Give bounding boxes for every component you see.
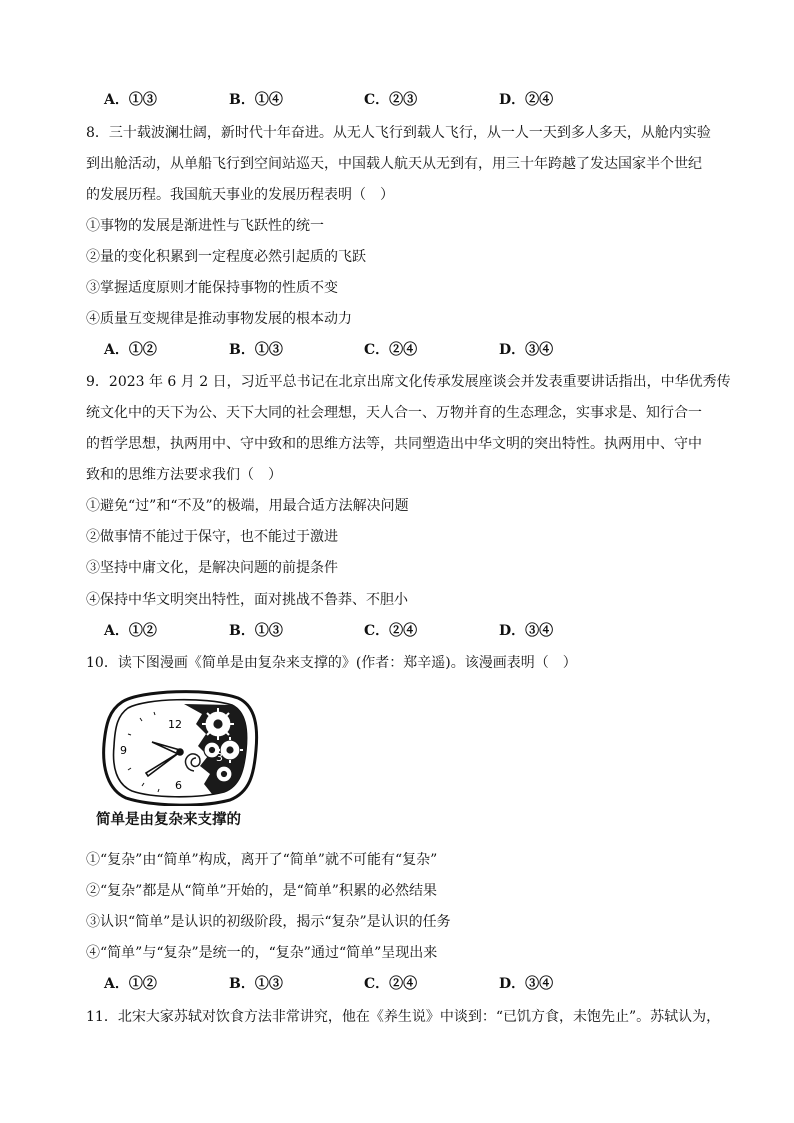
q8-stem-line-2: 到出舱活动，从单船飞行到空间站巡天，中国载人航天从无到有，用三十年跨越了发达国家半个世纪 bbox=[86, 156, 702, 172]
q7-option-a[interactable]: A．①③ bbox=[104, 92, 157, 108]
q11-stem-line-1: 11．北宋大家苏轼对饮食方法非常讲究，他在《养生说》中谈到：“已饥方食，未饱先止”。苏轼认为， bbox=[86, 1009, 721, 1025]
q9-options bbox=[104, 621, 704, 641]
q9-item-4: ④保持中华文明突出特性，面对挑战不鲁莽、不胆小 bbox=[86, 592, 408, 608]
q8-item-1: ①事物的发展是渐进性与飞跃性的统一 bbox=[86, 218, 324, 234]
cartoon-caption: 简单是由复杂来支撑的 bbox=[96, 811, 241, 828]
q8-item-4: ④质量互变规律是推动事物发展的根本动力 bbox=[86, 311, 352, 327]
q10-options bbox=[104, 974, 704, 994]
q9-stem-line-2: 统文化中的天下为公、天下大同的社会理想，天人合一、万物并育的生态理念，实事求是、知行合一 bbox=[86, 405, 702, 421]
q9-option-b[interactable]: B．①③ bbox=[229, 623, 283, 639]
q10-option-b[interactable]: B．①③ bbox=[229, 976, 283, 992]
q8-option-b[interactable]: B．①③ bbox=[229, 342, 283, 358]
q9-stem-line-4: 致和的思维方法要求我们（ ） bbox=[86, 467, 282, 483]
q9-option-c[interactable]: C．②④ bbox=[364, 623, 418, 639]
q8-stem-line-1: 8．三十载波澜壮阔，新时代十年奋进。从无人飞行到载人飞行，从一人一天到多人多天，从舱内实验 bbox=[86, 125, 711, 141]
q9-item-1: ①避免“过”和“不及”的极端，用最合适方法解决问题 bbox=[86, 498, 409, 514]
q10-item-4: ④“简单”与“复杂”是统一的，“复杂”通过“简单”呈现出来 bbox=[86, 945, 438, 961]
q8-item-3: ③掌握适度原则才能保持事物的性质不变 bbox=[86, 280, 338, 296]
q10-option-d[interactable]: D．③④ bbox=[499, 976, 554, 992]
q8-option-d[interactable]: D．③④ bbox=[499, 342, 554, 358]
q10-option-a[interactable]: A．①② bbox=[104, 976, 157, 992]
clock-numeral-9: 9 bbox=[120, 744, 127, 757]
clock-numeral-6: 6 bbox=[175, 779, 182, 792]
q8-option-c[interactable]: C．②④ bbox=[364, 342, 418, 358]
q7-option-c[interactable]: C．②③ bbox=[364, 92, 418, 108]
q7-options bbox=[104, 90, 704, 110]
q10-stem-line-1: 10．读下图漫画《简单是由复杂来支撑的》(作者：郑辛遥)。该漫画表明（ ） bbox=[86, 655, 577, 671]
clock-numeral-12: 12 bbox=[168, 718, 182, 731]
clock-cartoon-image bbox=[100, 688, 260, 806]
q9-stem-line-3: 的哲学思想，执两用中、守中致和的思维方法等，共同塑造出中华文明的突出特性。执两用中、守中 bbox=[86, 436, 702, 452]
q8-item-2: ②量的变化积累到一定程度必然引起质的飞跃 bbox=[86, 249, 366, 265]
q9-item-3: ③坚持中庸文化，是解决问题的前提条件 bbox=[86, 560, 338, 576]
q9-option-a[interactable]: A．①② bbox=[104, 623, 157, 639]
q9-item-2: ②做事情不能过于保守，也不能过于激进 bbox=[86, 529, 338, 545]
q9-stem-line-1: 9．2023 年 6 月 2 日，习近平总书记在北京出席文化传承发展座谈会并发表重要讲话指出，中华优秀传 bbox=[86, 374, 731, 390]
clock-numeral-3: 3 bbox=[216, 751, 223, 764]
q8-stem-line-3: 的发展历程。我国航天事业的发展历程表明（ ） bbox=[86, 187, 394, 203]
q10-item-1: ①“复杂”由“简单”构成，离开了“简单”就不可能有“复杂” bbox=[86, 852, 438, 868]
q8-options bbox=[104, 340, 704, 360]
q8-option-a[interactable]: A．①② bbox=[104, 342, 157, 358]
q9-option-d[interactable]: D．③④ bbox=[499, 623, 554, 639]
q10-option-c[interactable]: C．②④ bbox=[364, 976, 418, 992]
q10-item-2: ②“复杂”都是从“简单”开始的，是“简单”积累的必然结果 bbox=[86, 883, 437, 899]
q10-item-3: ③认识“简单”是认识的初级阶段，揭示“复杂”是认识的任务 bbox=[86, 914, 451, 930]
q7-option-d[interactable]: D．②④ bbox=[499, 92, 554, 108]
q7-option-b[interactable]: B．①④ bbox=[229, 92, 283, 108]
